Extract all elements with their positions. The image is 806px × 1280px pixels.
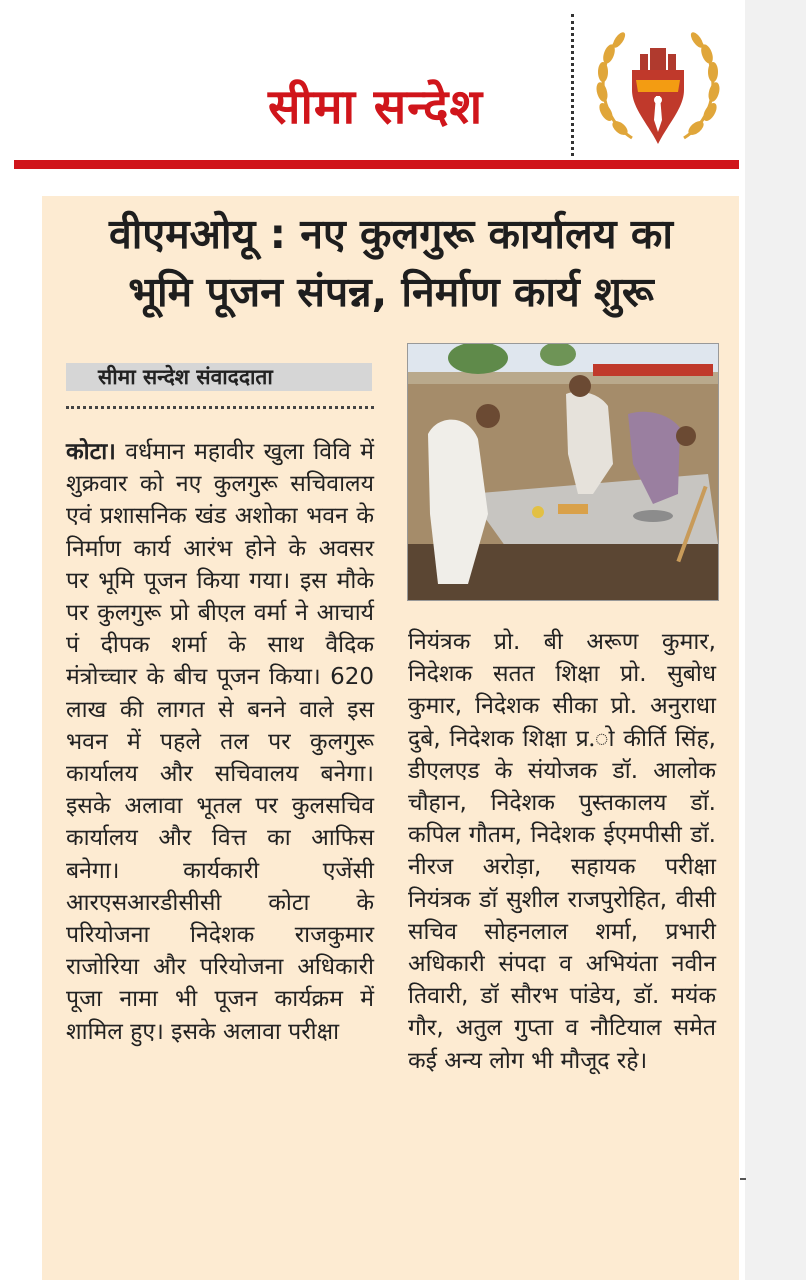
byline: सीमा सन्देश संवाददाता bbox=[98, 365, 273, 389]
masthead-rule bbox=[14, 160, 739, 169]
margin-mark bbox=[740, 1178, 746, 1180]
headline-line-2: भूमि पूजन संपन्न, निर्माण कार्य शुरू bbox=[128, 268, 654, 316]
headline-line-1: वीएमओयू : नए कुलगुरू कार्यालय का bbox=[109, 210, 673, 258]
article-headline bbox=[58, 205, 724, 321]
article-photo bbox=[407, 343, 719, 601]
masthead-title: सीमा सन्देश bbox=[268, 79, 484, 135]
page-margin bbox=[745, 0, 806, 1280]
article-column-1 bbox=[66, 436, 374, 1048]
dateline: कोटा। bbox=[66, 439, 116, 465]
newspaper-logo bbox=[592, 20, 724, 152]
masthead-divider bbox=[571, 14, 574, 156]
ceremony-photo-image bbox=[408, 344, 718, 600]
pen-nib-icon bbox=[632, 48, 684, 144]
article-column-2: नियंत्रक प्रो. बी अरूण कुमार, निदेशक सतत शिक्षा प्रो. सुबोध कुमार, निदेशक सीका प्रो. अनुराधा दुबे, निदेशक शिक्षा प्र.ो कीर्ति सिंह, डीएलएड के संयोजक डॉ. आलोक चौहान, निदेशक पुस्तकालय डॉ. कपिल गौतम, निदेशक ईएमपीसी डॉ. नीरज अरोड़ा, सहायक परीक्षा नियंत्रक डॉ सुशील राजपुरोहित, वीसी सचिव सोहनलाल शर्मा, प्रभारी अधिकारी संपदा व अभियंता नवीन तिवारी, डॉ सौरभ पांडेय, डॉ. मयंक गौर, अतुल गुप्ता व नौटियाल समेत कई अन्य लोग भी मौजूद रहे। bbox=[408, 629, 716, 1074]
byline-divider bbox=[66, 406, 374, 409]
column-1-body: वर्धमान महावीर खुला विवि में शुक्रवार को नए कुलगुरू सचिवालय एवं प्रशासनिक खंड अशोका भवन के निर्माण कार्य आरंभ होने के अवसर पर भूमि पूजन किया गया। इस मौके पर कुलगुरू प्रो बीएल वर्मा ने आचार्य पं दीपक शर्मा के साथ वैदिक मंत्रोच्चार के बीच पूजन किया। 620 लाख की लागत से बनने वाले इस भवन में पहले तल पर कुलगुरू कार्यालय और सचिवालय बनेगा। इसके अलावा भूतल पर कुलसचिव कार्यालय और वित्त का आफिस बनेगा। कार्यकारी एजेंसी आरएसआरडीसीसी कोटा के परियोजना निदेशक राजकुमार राजोरिया और परियोजना अधिकारी पूजा नामा भी पूजन कार्यक्रम में शामिल हुए। इसके अलावा परीक्षा bbox=[66, 439, 374, 1045]
